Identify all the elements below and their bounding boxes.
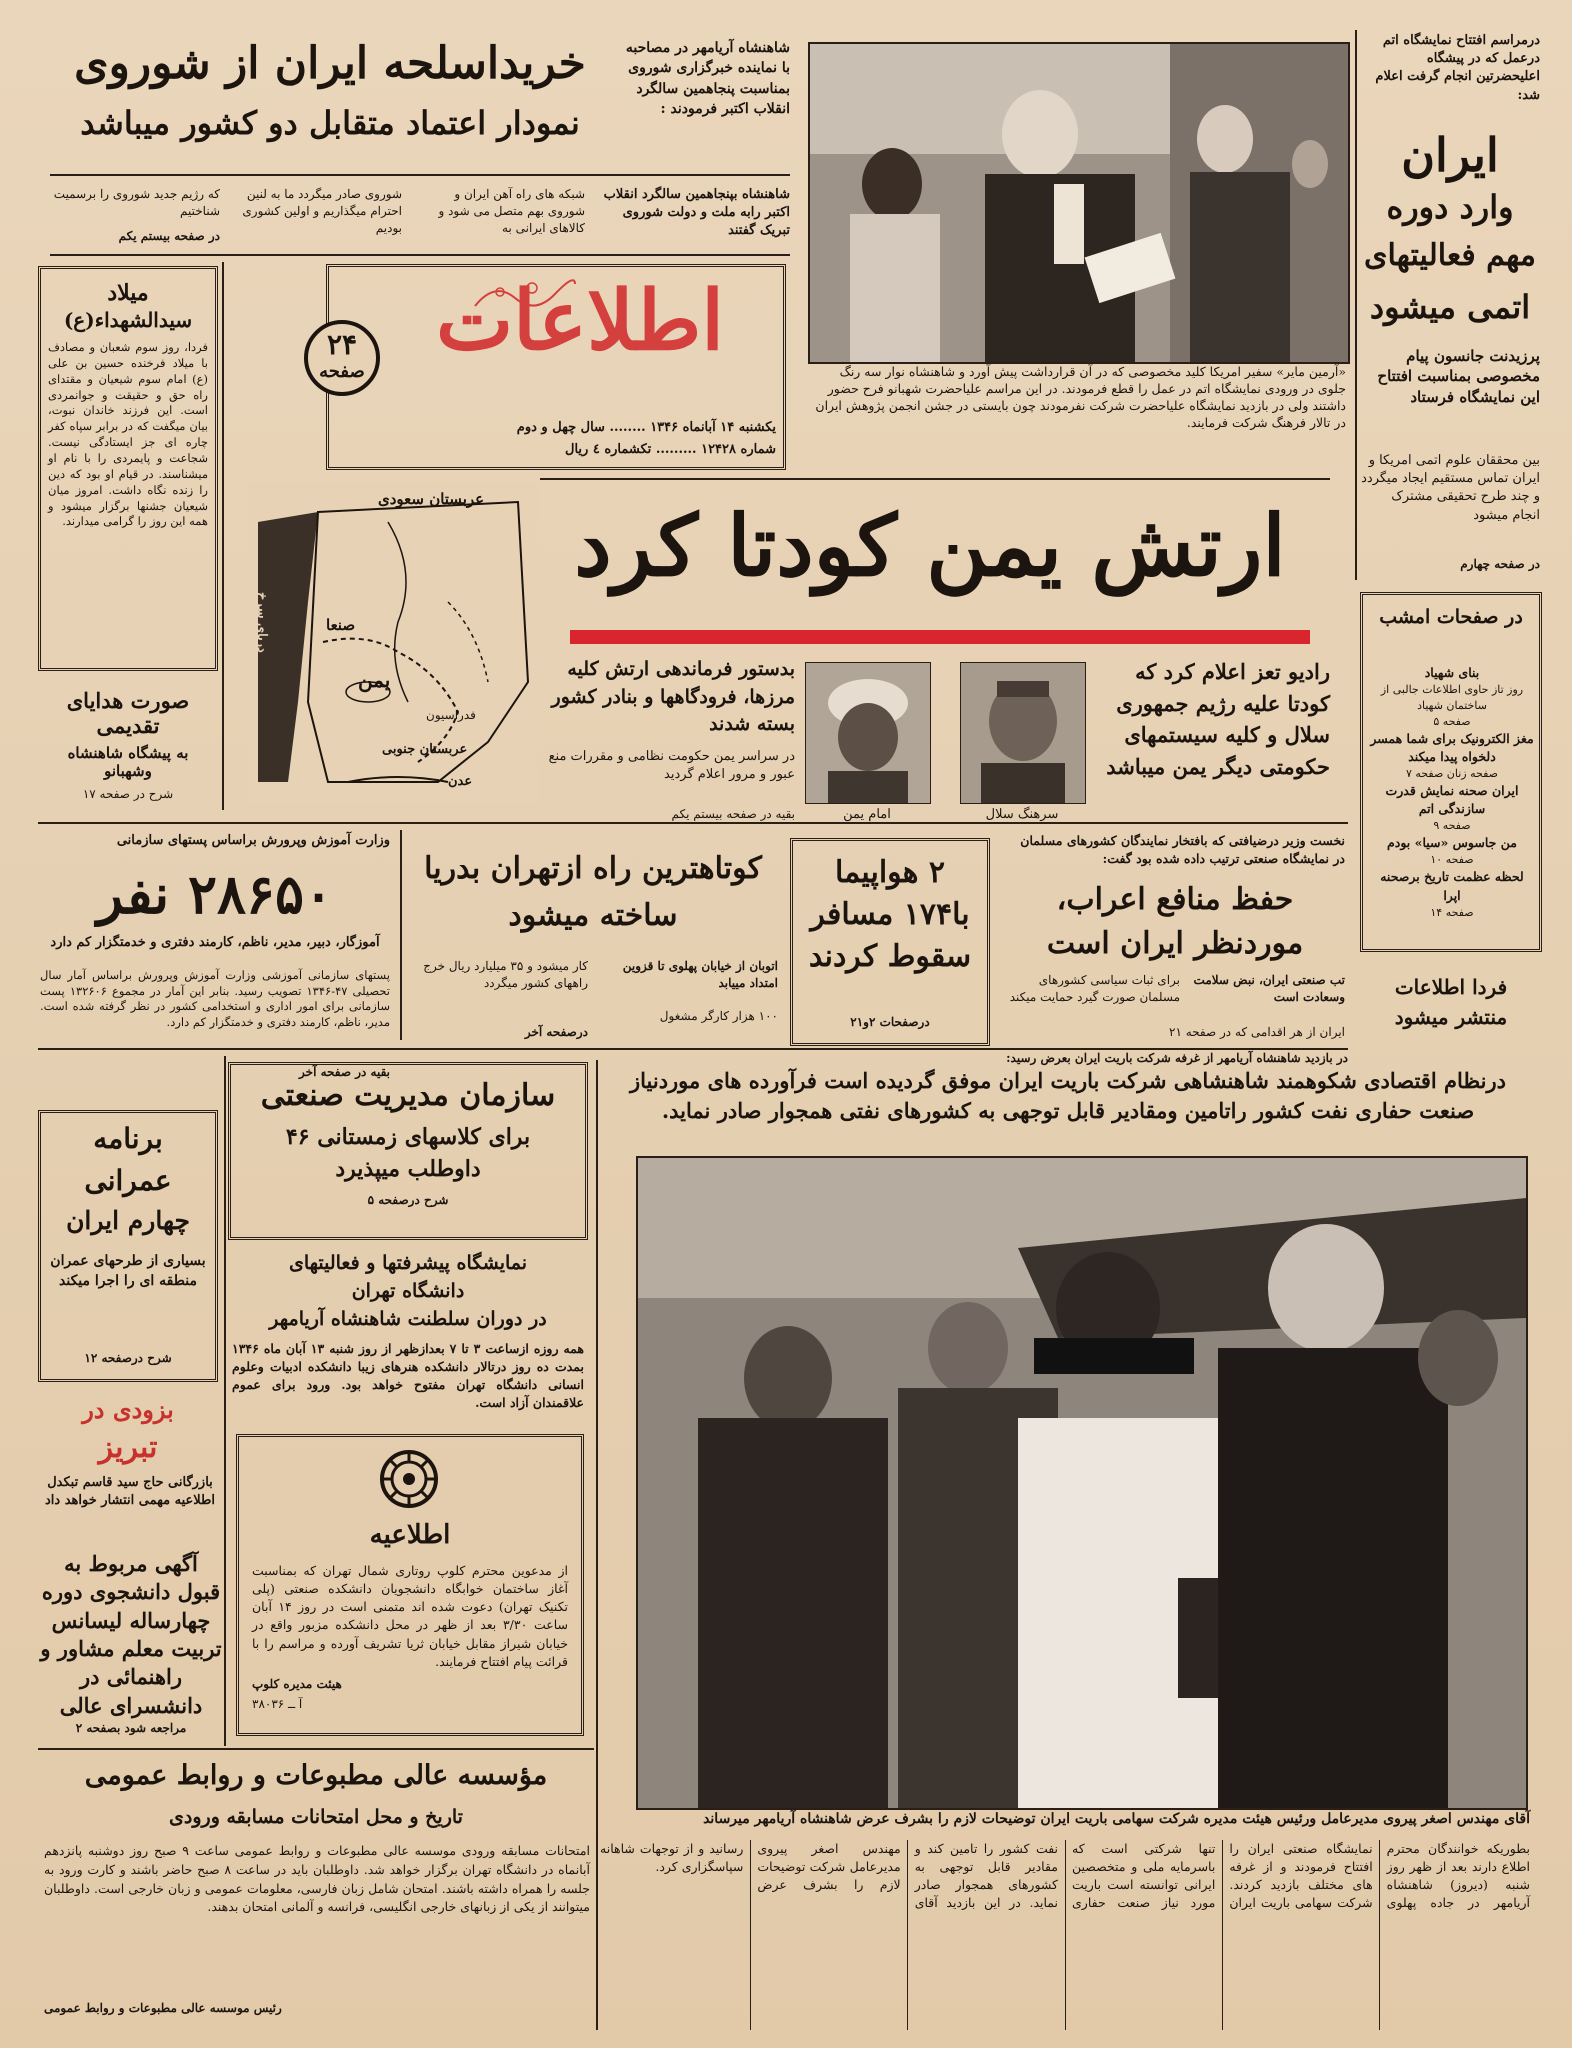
map-label-sana: صنعا [326, 616, 356, 634]
arab-headline: حفظ منافع اعراب، موردنظر ایران است [1046, 882, 1304, 961]
teacher-ad: آگهی مربوط به قبول دانشجوی دوره چهارساله لیسانس تربیت معلم مشاور و راهنمائی در دانشسرای عالی [40, 1551, 222, 1718]
gifts-ref: شرح در صفحه ۱۷ [82, 787, 174, 801]
road-bullet-2: کار میشود و ۳۵ میلیارد ریال خرج راههای کشور میگردد [423, 959, 588, 990]
univ-body: همه روزه ازساعت ۳ تا ۷ بعدازظهر از روز شنبه ۱۳ آبان ماه ۱۳۴۶ بمدت ده روز درتالار دانشکده هنرهای زیبا دانشکده ادبیات وعلوم انسانی دانشگاه تهران مفتوح خواهد بود. ورود برای عموم علاقمندان آزاد است. [232, 1341, 584, 1411]
exam-sign: رئیس موسسه عالی مطبوعات و روابط عمومی [44, 2001, 282, 2015]
mgmt-headline: سازمان مدیریت صنعتی [260, 1078, 556, 1113]
plan-ref: شرح درصفحه ۱۲ [84, 1351, 172, 1365]
exam-headline: مؤسسه عالی مطبوعات و روابط عمومی [84, 1760, 548, 1791]
baritt-headline: درنظام اقتصادی شکوهمند شاهنشاهی شرکت باریت ایران موفق گردیده است فرآورده های موردنیاز صنعت حفاری نفت کشور راتامین ومقادیر قابل توجهی به کشورهای نفتی همجوار صادر نماید. [629, 1068, 1507, 1124]
road-headline: کوتاهترین راه ازتهران بدریا ساخته میشود [424, 851, 762, 933]
gifts-title: صورت هدایای تقدیمی [66, 688, 190, 739]
atomic-ref: در صفحه چهارم [1460, 557, 1540, 571]
edu-kicker: وزارت آموزش وپرورش براساس پستهای سازمانی [116, 833, 390, 848]
arms-col-1: شبکه های راه آهن ایران و شوروی بهم متصل می شود و کالاهای ایرانی به [438, 187, 585, 235]
main-headline-rule [570, 630, 1310, 644]
milad-body: فردا، روز سوم شعبان و مصادف با میلاد فرخنده حسین بن علی (ع) امام سوم شیعیان و مقتدای راه حق و حقیقت و جوانمردی است. این فرزند خاندان نبوت، بیان میگفت که در برابر سپاه کفر چاره ای جز ایستادگی نیست. شجاعت و پایمردی را با نام او میشناسند. در قیام او بود که دین را زنده نگاه داشت. امروز میان شیعیان جشنها برگزار میشود و همه این روز را گرامی میدارند. [48, 340, 208, 529]
atomic-headline-1: ایران [1401, 128, 1499, 182]
arms-col-3-ref: در صفحه بیستم یکم [118, 229, 220, 243]
atomic-bullet-2: بین محققان علوم اتمی امریکا و ایران تماس مستقیم ایجاد میگردد و چند طرح تحقیقی مشترک انجام میشود [1361, 453, 1540, 523]
tonight-item: من جاسوس «سیا» بودم [1387, 835, 1517, 851]
univ-head-2: دانشگاه تهران [351, 1280, 465, 1302]
arms-teaser: شاهنشاه آریامهر در مصاحبه با نماینده خبرگزاری شوروی بمناسبت پنجاهمین سالگرد انقلاب اکتبر فرمودند : [625, 40, 790, 117]
crash-ref: درصفحات ۲و۲۱ [850, 1015, 930, 1029]
univ-head-3: در دوران سلطنت شاهنشاه آریامهر [269, 1308, 547, 1330]
arab-bullet-2: برای ثبات سیاسی کشورهای مسلمان صورت گیرد حمایت میکند [1009, 973, 1180, 1004]
tonight-item: بنای شهیاد [1424, 665, 1480, 680]
tonight-item: صفحه ۱۴ [1430, 905, 1474, 919]
baritt-kicker: در بازدید شاهنشاه آریامهر از غرفه شرکت باریت ایران بعرض رسید: [1006, 1051, 1348, 1065]
arab-kicker: نخست وزیر درضیافتی که بافتخار نمایندگان کشورهای مسلمان در نمایشگاه صنعتی ترتیب داده شده بود گفت: [1020, 833, 1345, 866]
arab-bullet-1: تب صنعتی ایران، نبض سلامت وسعادت است [1193, 973, 1345, 1004]
imam-photo [805, 662, 931, 804]
univ-head-1: نمایشگاه پیشرفتها و فعالیتهای [288, 1252, 528, 1274]
road-bullet-3: ۱۰۰ هزار کارگر مشغول [659, 1009, 778, 1023]
tonight-item: ایران صحنه نمایش قدرت سازندگی اتم [1385, 783, 1519, 817]
tabriz-line-2: تبریز [98, 1430, 158, 1465]
arms-col-2: شوروی صادر میگردد ما به لنین احترام میگذاریم و اولین کشوری بودیم [242, 187, 402, 235]
milad-title: میلاد [107, 280, 149, 306]
masthead-flourish [470, 276, 580, 316]
mgmt-sub-2: داوطلب میپذیرد [335, 1156, 481, 1182]
milad-name: سیدالشهداء(ع) [63, 308, 193, 332]
plan-title-1: برنامه [93, 1122, 163, 1155]
atomic-headline-2: وارد دوره [1386, 188, 1514, 226]
pages-badge [304, 320, 380, 396]
atomic-headline-4: اتمی میشود [1369, 288, 1531, 326]
edu-ref: بقیه در صفحه آخر [299, 1065, 390, 1079]
atomic-exhibition-photo [808, 42, 1350, 364]
map-label-yemen: یمن [358, 668, 391, 692]
sallal-photo [960, 662, 1086, 804]
road-bullet-1: اتوبان از خیابان پهلوی تا قزوین امتداد مییابد [622, 959, 778, 990]
map-label-saudi: عربستان سعودی [378, 490, 485, 508]
arms-subhead: نمودار اعتماد متقابل دو کشور میباشد [80, 104, 580, 142]
tonight-item: صفحه ۹ [1433, 819, 1471, 833]
tabriz-body: بازرگانی حاج سید قاسم تبکدل اطلاعیه مهمی انتشار خواهد داد [45, 1475, 215, 1508]
teacher-ad-ref: مراجعه شود بصفحه ۲ [75, 1721, 187, 1735]
plan-title-2: عمرانی [84, 1164, 172, 1197]
tonight-item: روز تاز حاوی اطلاعات جالبی از ساختمان شهیاد [1380, 683, 1524, 713]
rotary-emblem-icon [378, 1448, 440, 1510]
crash-headline: ۲ هواپیما با۱۷۴ مسافر سقوط کردند [808, 855, 972, 974]
coup-left-ref: بقیه در صفحه بیستم یکم [671, 807, 795, 821]
tabriz-line-1: بزودی در [82, 1395, 174, 1424]
edu-body: پستهای سازمانی آموزشی وزارت آموزش وپرورش براساس آمار سال تحصیلی ۴۷-۱۳۴۶ تصویب رسید. بنابر این آمار در مجموع ۱۳۲۶۰۶ پست سازمانی برای امور اداری و استخدامی کشور در نظر گرفته شده است. مدیر، ناظم، کارمند دفتری و خدمتگزار کم دارد. [40, 968, 390, 1029]
notice-title: اطلاعیه [369, 1520, 451, 1550]
tonight-item: مغز الکترونیک برای شما همسر دلخواه پیدا میکند [1370, 730, 1534, 765]
atomic-headline-3: مهم فعالیتهای [1364, 238, 1536, 273]
gifts-body: به پیشگاه شاهنشاه وشهبانو [67, 744, 189, 780]
edu-sub: آموزگار، دبیر، مدیر، ناظم، کارمند دفتری و خدمتگزار کم دارد [50, 935, 380, 950]
atomic-bullet-1: پرزیدنت جانسون پیام مخصوصی بمناسبت افتتاح این نمایشگاه فرستاد [1377, 347, 1540, 406]
pages-count: ۲۴ [326, 328, 358, 361]
tonight-item: صفحه ۱۰ [1430, 853, 1474, 867]
mgmt-sub-1: برای کلاسهای زمستانی ۴۶ [285, 1124, 531, 1150]
map-label-aden: عدن [448, 774, 473, 789]
tonight-item: لحظه عظمت تاریخ برصحنه اپرا [1380, 869, 1524, 903]
atomic-kicker: درمراسم افتتاح نمایشگاه اتم درعمل که در پیشگاه اعلیحضرتین انجام گرفت اعلام شد: [1375, 33, 1540, 103]
edu-number: ۲۸۶۵۰ نفر [97, 862, 333, 926]
notice-body: از مدعوین محترم کلوپ روتاری شمال تهران که بمناسبت آغاز ساختمان خوابگاه دانشجویان دانشکده صنعتی (پلی تکنیک تهران) دعوت شده اند متمنی است در روز ۱۴ آبان ساعت ۳/۳۰ بعد از ظهر در محل دانشکده مزبور واقع در خیابان شیراز مقابل خیابان ثریا تشریف آورده و مراسم را با قرائت پیام افتتاح فرمایند. [252, 1563, 568, 1669]
tonight-title: در صفحات امشب [1379, 606, 1523, 628]
baritt-caption: آقای مهندس اصغر پیروی مدیرعامل ورئیس هیئت مدیره شرکت سهامی باریت ایران توضیحات لازم را بشرف عرض شاهنشاه آریامهر میرساند [703, 1811, 1530, 1827]
tomorrow-notice: فردا اطلاعات منتشر میشود [1394, 975, 1508, 1029]
plan-title-3: چهارم ایران [66, 1206, 190, 1235]
baritt-photo [636, 1156, 1528, 1810]
arab-bullet-3: ایران از هر اقدامی که در صفحه ۲۱ [1169, 1025, 1345, 1039]
coup-left-small: در سراسر یمن حکومت نظامی و مقررات منع عبور و مرور اعلام گردید [548, 749, 795, 783]
arms-teaser-2: شاهنشاه بپنجاهمین سالگرد انقلاب اکتبر رابه ملت و دولت شوروی تبریک گفتند [603, 187, 790, 239]
arms-col-3: که رژیم جدید شوروی را برسمیت شناختیم [53, 187, 220, 218]
exam-body: امتحانات مسابقه ورودی موسسه عالی مطبوعات و روابط عمومی ساعت ۹ صبح روز دوشنبه پانزدهم آبانماه در دانشگاه تهران برگزار خواهد شد. داوطلبان باید در ساعت ۸ صبح حاضر باشند و کارت ورود به جلسه را همراه داشته باشند. امتحان شامل زبان فارسی، معلومات عمومی و زبان خارجی است. داوطلبان میتوانند از یکی از زبانهای خارجی انگلیسی، فرانسه و آلمانی امتحان بدهند. [44, 1843, 590, 1915]
imam-caption: امام یمن [843, 807, 891, 822]
pages-label: صفحه [319, 361, 365, 382]
plan-body: بسیاری از طرحهای عمران منطقه ای را اجرا میکند [50, 1253, 206, 1289]
tonight-list [1370, 664, 1534, 921]
tonight-item: صفحه زنان صفحه ۷ [1405, 767, 1499, 781]
main-headline: ارتش یمن کودتا کرد [574, 496, 1286, 595]
notice-sign: هیئت مدیره کلوپ [252, 1677, 342, 1691]
masthead-date: یکشنبه ۱۴ آبانماه ۱۳۴۶ ........ سال چهل و دوم [516, 420, 776, 435]
map-label-fed: فدراسیون [426, 708, 476, 722]
exam-subhead: تاریخ و محل امتحانات مسابقه ورودی [169, 1806, 463, 1828]
baritt-body: بطوریکه خوانندگان محترم اطلاع دارند بعد از ظهر روز شنبه (دیروز) شاهنشاه آریامهر در جاده پهلوی نمایشگاه صنعتی ایران را افتتاح فرمودند و از غرفه های مختلف بازدید کردند. شرکت سهامی باریت ایران تنها شرکتی است که باسرمایه ملی و متخصصین ایرانی توانسته است باریت مورد نیاز صنعت حفاری نفت کشور را تامین کند و مقادیر قابل توجهی به کشورهای همجوار صادر نماید. در این بازدید آقای مهندس اصغر پیروی مدیرعامل شرکت توضیحات لازم را بشرف عرض رسانید و از توجهات شاهانه سپاسگزاری کرد. [600, 1841, 1530, 1911]
road-ref: درصفحه آخر [524, 1025, 588, 1039]
yemen-map [248, 482, 538, 802]
atomic-photo-caption: «آرمین مایر» سفیر امریکا کلید مخصوصی که در آن قرارداشت پیش آورد و شاهنشاه نوار سه رنگ جلوی در ورودی نمایشگاه اتم در عمل را قطع فرمودند. در این مراسم علیاحضرت شهبانو فرح حضور داشتند ولی در بازدید نمایشگاه علیاحضرت شرکت نفرمودند چون بایستی در جشن انجمن پژوهش ایران در تالار فرهنگ شرکت فرمایند. [815, 364, 1346, 430]
coup-right-text: رادیو تعز اعلام کرد که کودتا علیه رژیم جمهوری سلال و کلیه سیستمهای حکومتی دیگر یمن میباشد [1106, 659, 1330, 779]
map-label-redsea: دریای سرخ [254, 592, 269, 653]
arms-headline: خریداسلحه ایران از شوروی [74, 38, 586, 89]
coup-left-text: بدستور فرماندهی ارتش کلیه مرزها، فرودگاهها و بنادر کشور بسته شدند [551, 658, 795, 736]
map-label-south: عربستان جنوبی [382, 742, 468, 757]
tonight-item: صفحه ۵ [1433, 715, 1471, 728]
sallal-caption: سرهنگ سلال [985, 807, 1059, 822]
masthead-logo: اطلاعات [435, 273, 725, 369]
mgmt-ref: شرح درصفحه ۵ [367, 1193, 449, 1207]
masthead-issue: شماره ۱۲۴۲۸ ......... تکشماره ٤ ریال [565, 442, 776, 457]
notice-phone: آ ــ ۳۸۰۳۶ [252, 1697, 303, 1711]
